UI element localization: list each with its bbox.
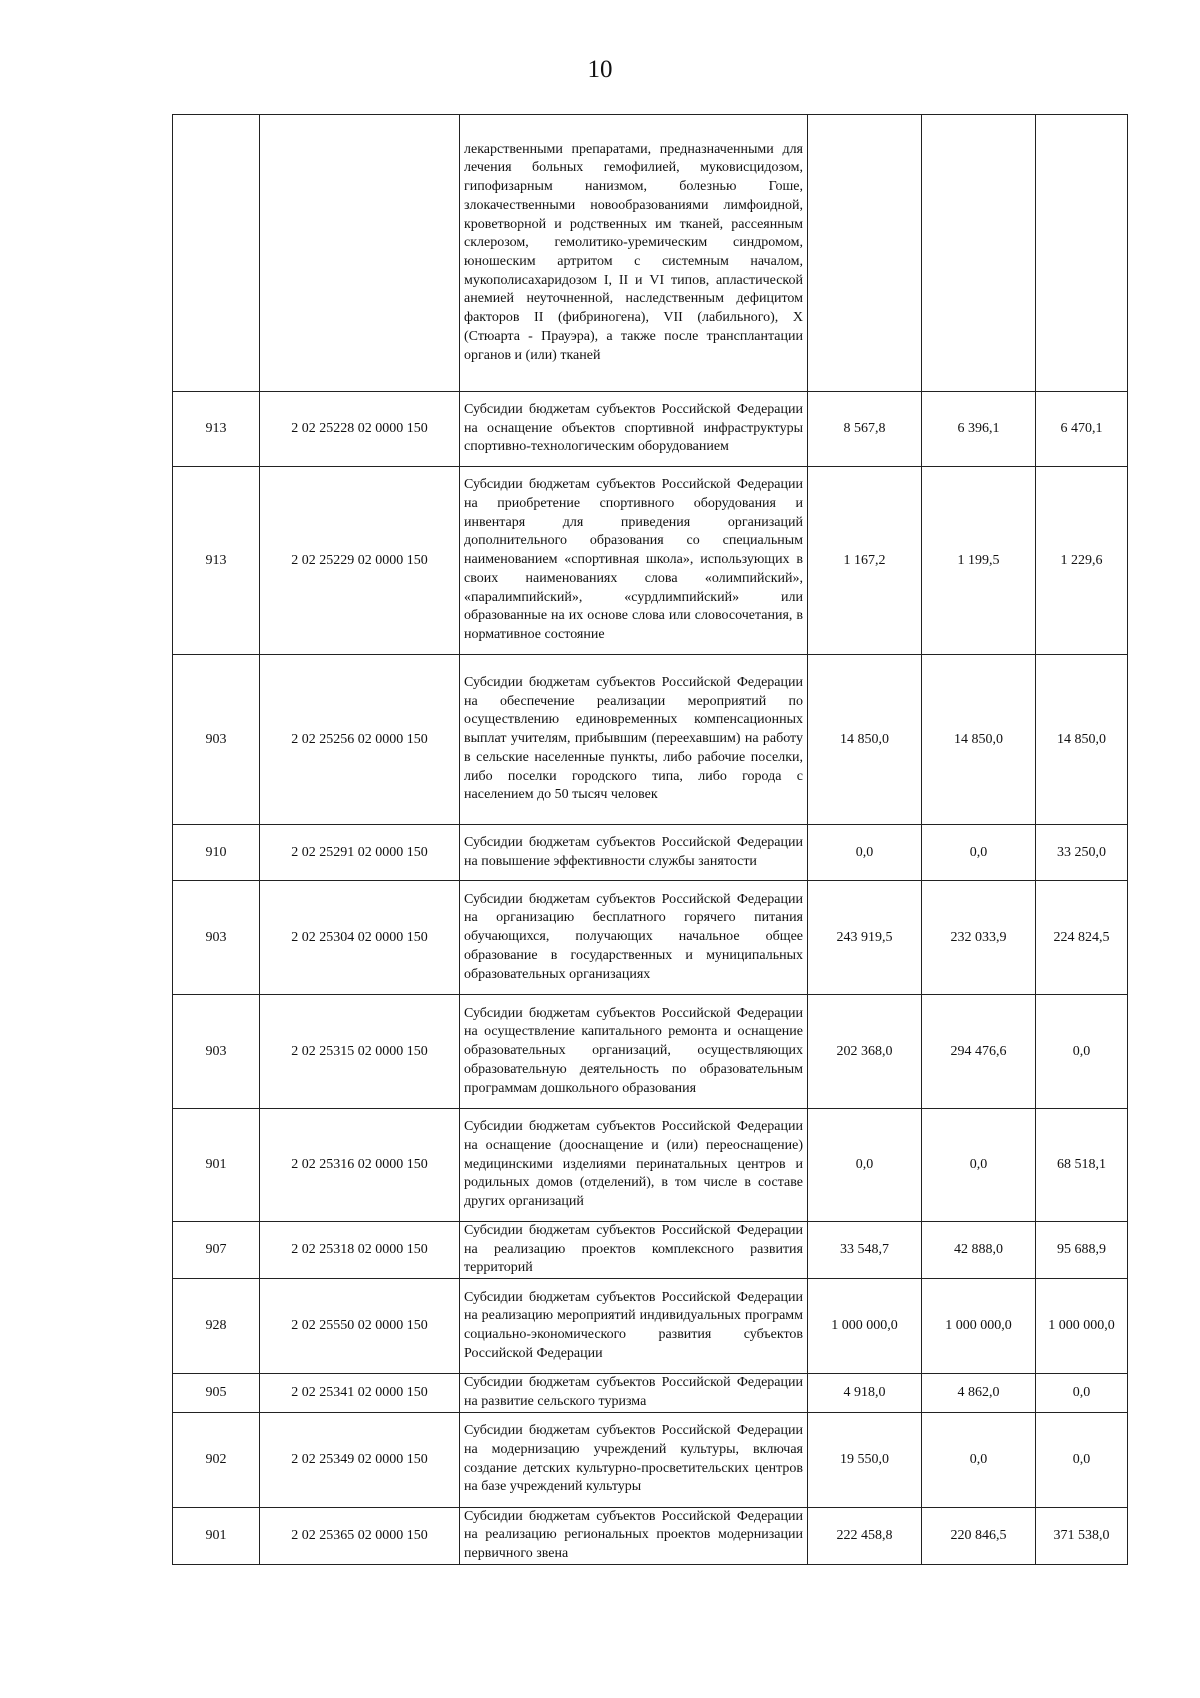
- page-number: 10: [587, 56, 613, 83]
- amount-year1-cell: 222 458,8: [808, 1507, 922, 1564]
- table-row: [173, 392, 1128, 467]
- table-row: [173, 1279, 1128, 1374]
- budget-code-cell: 2 02 25365 02 0000 150: [260, 1507, 460, 1564]
- amount-year2-cell: 232 033,9: [922, 881, 1036, 995]
- description-cell: Субсидии бюджетам субъектов Российской Федерации на обеспечение реализации мероприятий по осуществлению единовременных компенсационных выплат учителям, прибывшим (переехавшим) на работу в сельские населенные пункты, либо рабочие поселки, либо поселки городского типа, либо города с населением до 50 тысяч человек: [460, 655, 808, 825]
- budget-code-cell: 2 02 25228 02 0000 150: [260, 392, 460, 467]
- table-row: [173, 115, 1128, 392]
- budget-code-cell: 2 02 25341 02 0000 150: [260, 1374, 460, 1412]
- table-row: [173, 1222, 1128, 1279]
- admin-code-cell: 903: [173, 995, 260, 1109]
- description-cell: лекарственными препаратами, предназначенными для лечения больных гемофилией, муковисцидозом, гипофизарным нанизмом, болезнью Гоше, злокачественными новообразованиями лимфоидной, кроветворной и родственных им тканей, рассеянным склерозом, гемолитико-уремическим синдромом, юношеским артритом с системным началом, мукополисахаридозом I, II и VI типов, апластической анемией неуточненной, наследственным дефицитом факторов II (фибриногена), VII (лабильного), X (Стюарта - Прауэра), а также после трансплантации органов и (или) тканей: [460, 115, 808, 392]
- budget-code-cell: 2 02 25315 02 0000 150: [260, 995, 460, 1109]
- description-cell: Субсидии бюджетам субъектов Российской Федерации на модернизацию учреждений культуры, включая создание детских культурно-просветительских центров на базе учреждений культуры: [460, 1412, 808, 1507]
- amount-year3-cell: 33 250,0: [1036, 825, 1128, 881]
- amount-year1-cell: 8 567,8: [808, 392, 922, 467]
- amount-year3-cell: [1036, 115, 1128, 392]
- amount-year1-cell: 243 919,5: [808, 881, 922, 995]
- table-row: [173, 881, 1128, 995]
- amount-year2-cell: [922, 115, 1036, 392]
- amount-year2-cell: 220 846,5: [922, 1507, 1036, 1564]
- amount-year2-cell: 6 396,1: [922, 392, 1036, 467]
- amount-year3-cell: 371 538,0: [1036, 1507, 1128, 1564]
- amount-year3-cell: 224 824,5: [1036, 881, 1128, 995]
- budget-code-cell: 2 02 25318 02 0000 150: [260, 1222, 460, 1279]
- amount-year2-cell: 0,0: [922, 1412, 1036, 1507]
- amount-year2-cell: 1 000 000,0: [922, 1279, 1036, 1374]
- description-cell: Субсидии бюджетам субъектов Российской Федерации на реализацию проектов комплексного развития территорий: [460, 1222, 808, 1279]
- table-body: [173, 115, 1128, 1565]
- description-cell: Субсидии бюджетам субъектов Российской Федерации на реализацию региональных проектов модернизации первичного звена: [460, 1507, 808, 1564]
- admin-code-cell: 905: [173, 1374, 260, 1412]
- amount-year1-cell: 0,0: [808, 825, 922, 881]
- budget-code-cell: 2 02 25316 02 0000 150: [260, 1109, 460, 1222]
- amount-year3-cell: 1 229,6: [1036, 467, 1128, 655]
- admin-code-cell: 901: [173, 1109, 260, 1222]
- budget-code-cell: 2 02 25304 02 0000 150: [260, 881, 460, 995]
- table-row: [173, 1412, 1128, 1507]
- amount-year1-cell: 1 000 000,0: [808, 1279, 922, 1374]
- amount-year3-cell: 95 688,9: [1036, 1222, 1128, 1279]
- amount-year2-cell: 14 850,0: [922, 655, 1036, 825]
- admin-code-cell: 903: [173, 881, 260, 995]
- budget-code-cell: 2 02 25349 02 0000 150: [260, 1412, 460, 1507]
- admin-code-cell: 902: [173, 1412, 260, 1507]
- amount-year2-cell: 4 862,0: [922, 1374, 1036, 1412]
- admin-code-cell: 907: [173, 1222, 260, 1279]
- table-row: [173, 1507, 1128, 1564]
- admin-code-cell: 901: [173, 1507, 260, 1564]
- amount-year3-cell: 1 000 000,0: [1036, 1279, 1128, 1374]
- description-cell: Субсидии бюджетам субъектов Российской Федерации на реализацию мероприятий индивидуальных программ социально-экономического развития субъектов Российской Федерации: [460, 1279, 808, 1374]
- description-cell: Субсидии бюджетам субъектов Российской Федерации на оснащение объектов спортивной инфраструктуры спортивно-технологическим оборудованием: [460, 392, 808, 467]
- budget-code-cell: 2 02 25291 02 0000 150: [260, 825, 460, 881]
- amount-year2-cell: 294 476,6: [922, 995, 1036, 1109]
- description-cell: Субсидии бюджетам субъектов Российской Федерации на приобретение спортивного оборудования и инвентаря для приведения организаций дополнительного образования со специальным наименованием «спортивная школа», использующих в своих наименованиях слова «олимпийский», «паралимпийский», «сурдлимпийский» или образованные на их основе слова или словосочетания, в нормативное состояние: [460, 467, 808, 655]
- description-cell: Субсидии бюджетам субъектов Российской Федерации на оснащение (дооснащение и (или) переоснащение) медицинскими изделиями перинатальных центров и родильных домов (отделений), в том числе в составе других организаций: [460, 1109, 808, 1222]
- amount-year2-cell: 0,0: [922, 825, 1036, 881]
- amount-year1-cell: 33 548,7: [808, 1222, 922, 1279]
- description-cell: Субсидии бюджетам субъектов Российской Федерации на организацию бесплатного горячего питания обучающихся, получающих начальное общее образование в государственных и муниципальных образовательных организациях: [460, 881, 808, 995]
- amount-year1-cell: 4 918,0: [808, 1374, 922, 1412]
- amount-year3-cell: 6 470,1: [1036, 392, 1128, 467]
- budget-code-cell: 2 02 25550 02 0000 150: [260, 1279, 460, 1374]
- table-row: [173, 1374, 1128, 1412]
- amount-year1-cell: 14 850,0: [808, 655, 922, 825]
- amount-year3-cell: 0,0: [1036, 995, 1128, 1109]
- description-cell: Субсидии бюджетам субъектов Российской Федерации на осуществление капитального ремонта и оснащение образовательных организаций, осуществляющих образовательную деятельность по образовательным программам дошкольного образования: [460, 995, 808, 1109]
- table-row: [173, 825, 1128, 881]
- admin-code-cell: 913: [173, 392, 260, 467]
- amount-year2-cell: 42 888,0: [922, 1222, 1036, 1279]
- description-cell: Субсидии бюджетам субъектов Российской Федерации на повышение эффективности службы занятости: [460, 825, 808, 881]
- table-row: [173, 995, 1128, 1109]
- admin-code-cell: [173, 115, 260, 392]
- admin-code-cell: 903: [173, 655, 260, 825]
- amount-year1-cell: 1 167,2: [808, 467, 922, 655]
- amount-year1-cell: 0,0: [808, 1109, 922, 1222]
- amount-year1-cell: 202 368,0: [808, 995, 922, 1109]
- amount-year2-cell: 0,0: [922, 1109, 1036, 1222]
- budget-code-cell: [260, 115, 460, 392]
- amount-year3-cell: 14 850,0: [1036, 655, 1128, 825]
- admin-code-cell: 913: [173, 467, 260, 655]
- table-row: [173, 1109, 1128, 1222]
- amount-year3-cell: 0,0: [1036, 1374, 1128, 1412]
- table-row: [173, 655, 1128, 825]
- amount-year1-cell: 19 550,0: [808, 1412, 922, 1507]
- budget-code-cell: 2 02 25229 02 0000 150: [260, 467, 460, 655]
- admin-code-cell: 928: [173, 1279, 260, 1374]
- description-cell: Субсидии бюджетам субъектов Российской Федерации на развитие сельского туризма: [460, 1374, 808, 1412]
- budget-code-cell: 2 02 25256 02 0000 150: [260, 655, 460, 825]
- table-row: [173, 467, 1128, 655]
- amount-year1-cell: [808, 115, 922, 392]
- budget-table: [172, 114, 1128, 1565]
- amount-year2-cell: 1 199,5: [922, 467, 1036, 655]
- amount-year3-cell: 68 518,1: [1036, 1109, 1128, 1222]
- admin-code-cell: 910: [173, 825, 260, 881]
- amount-year3-cell: 0,0: [1036, 1412, 1128, 1507]
